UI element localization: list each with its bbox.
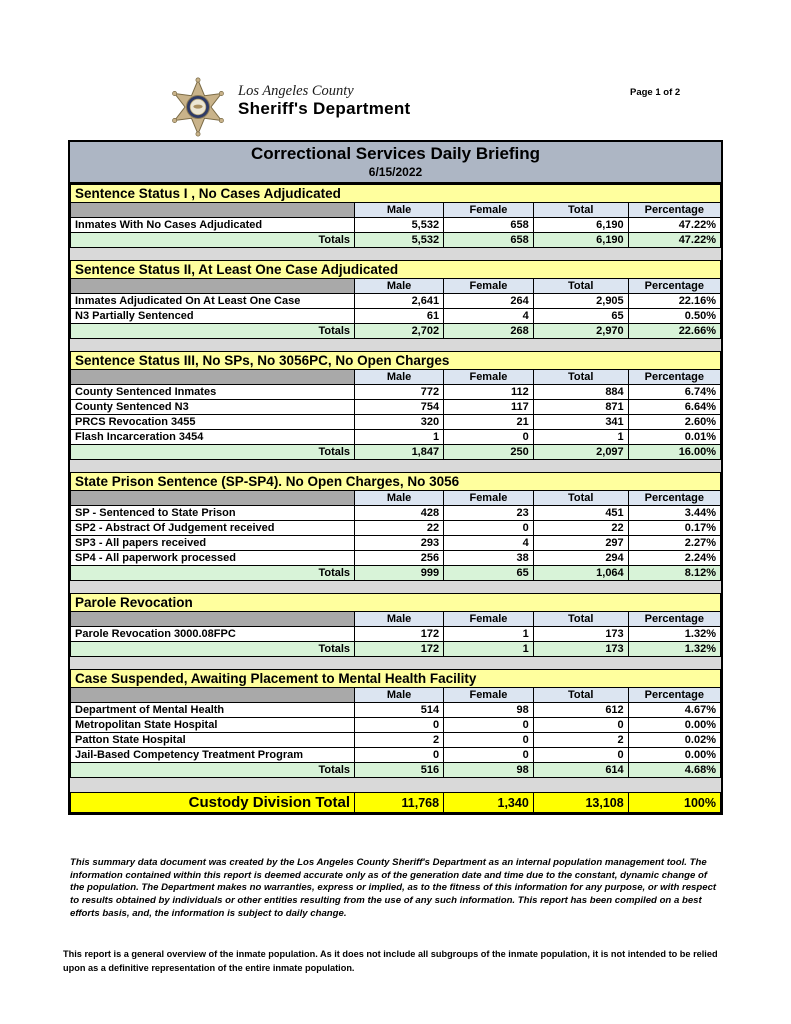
totals-row [71,233,721,248]
section-heading-row [71,670,721,688]
section-table [70,472,721,581]
data-row [71,521,721,536]
row-label: Jail-Based Competency Treatment Program [71,748,355,763]
row-label: PRCS Revocation 3455 [71,415,355,430]
totals-value-cell: 173 [533,642,628,657]
data-row [71,703,721,718]
totals-value-cell: 172 [355,642,444,657]
column-header: Male [355,203,444,218]
sections-container [70,184,721,792]
column-header: Total [533,279,628,294]
row-label: Flash Incarceration 3454 [71,430,355,445]
column-header-row [71,688,721,703]
data-row [71,218,721,233]
value-cell: 451 [533,506,628,521]
value-cell: 256 [355,551,444,566]
value-cell: 0.00% [628,748,720,763]
page-indicator: Page 1 of 2 [630,87,681,98]
section-spacer [70,581,721,593]
row-label: Inmates Adjudicated On At Least One Case [71,294,355,309]
totals-value-cell: 2,702 [355,324,444,339]
totals-value-cell: 268 [444,324,534,339]
row-label: SP3 - All papers received [71,536,355,551]
value-cell: 98 [444,703,534,718]
grand-total-total: 13,108 [533,793,628,813]
value-cell: 6.74% [628,385,720,400]
row-label: Department of Mental Health [71,703,355,718]
report-title: Correctional Services Daily Briefing [250,144,541,163]
section-table [70,593,721,657]
value-cell: 320 [355,415,444,430]
value-cell: 2.24% [628,551,720,566]
section-spacer [70,248,721,260]
value-cell: 612 [533,703,628,718]
value-cell: 428 [355,506,444,521]
value-cell: 47.22% [628,218,720,233]
row-label: SP4 - All paperwork processed [71,551,355,566]
section-heading-row [71,352,721,370]
grand-total-row [71,793,721,813]
value-cell: 61 [355,309,444,324]
column-header: Female [444,688,534,703]
header-spacer-cell [71,688,355,703]
value-cell: 0 [444,521,534,536]
disclaimer-text: This summary data document was created by the Los Angeles County Sheriff's Department as an internal population management tool. The information contained within this report is deemed accurate only as of the generation date and time due to the constant, dynamic change of the population. The Department makes no warranties, express or implied, as to the fitness of this information for any purpose, or with respect to results obtained by individuals or other entities resulting from the use of any such information. This report has been compiled on a best efforts basis, and, the information is subject to daily change. [70,857,717,919]
row-label: County Sentenced Inmates [71,385,355,400]
section-spacer [70,657,721,669]
value-cell: 2 [533,733,628,748]
section-heading: Sentence Status III, No SPs, No 3056PC, No Open Charges [71,352,721,370]
totals-value-cell: 516 [355,763,444,778]
totals-value-cell: 1,064 [533,566,628,581]
row-label: SP - Sentenced to State Prison [71,506,355,521]
totals-value-cell: 1.32% [628,642,720,657]
value-cell: 6.64% [628,400,720,415]
section-heading-row [71,594,721,612]
column-header: Male [355,491,444,506]
totals-value-cell: 2,097 [533,445,628,460]
value-cell: 0 [444,718,534,733]
value-cell: 38 [444,551,534,566]
section-spacer [70,778,721,792]
column-header-row [71,279,721,294]
column-header: Total [533,491,628,506]
section-heading-row [71,185,721,203]
totals-value-cell: 8.12% [628,566,720,581]
value-cell: 0 [355,748,444,763]
value-cell: 23 [444,506,534,521]
row-label: Patton State Hospital [71,733,355,748]
sheriff-star-icon [168,76,228,138]
logo-county-text: Los Angeles County [238,83,354,99]
column-header: Percentage [628,279,720,294]
totals-value-cell: 4.68% [628,763,720,778]
column-header: Total [533,688,628,703]
column-header-row [71,491,721,506]
row-label: SP2 - Abstract Of Judgement received [71,521,355,536]
value-cell: 117 [444,400,534,415]
value-cell: 754 [355,400,444,415]
value-cell: 514 [355,703,444,718]
report-date: 6/15/2022 [368,165,423,179]
value-cell: 4 [444,309,534,324]
totals-value-cell: 98 [444,763,534,778]
data-row [71,294,721,309]
column-header: Percentage [628,370,720,385]
section-heading-row [71,473,721,491]
value-cell: 0.02% [628,733,720,748]
column-header: Male [355,279,444,294]
section-spacer [70,460,721,472]
value-cell: 0 [533,718,628,733]
totals-row [71,642,721,657]
data-row [71,718,721,733]
data-row [71,627,721,642]
totals-label: Totals [71,445,355,460]
value-cell: 173 [533,627,628,642]
value-cell: 0.01% [628,430,720,445]
totals-value-cell: 1 [444,642,534,657]
grand-total-male: 11,768 [355,793,444,813]
column-header: Male [355,612,444,627]
value-cell: 0 [444,733,534,748]
value-cell: 1 [533,430,628,445]
value-cell: 6,190 [533,218,628,233]
value-cell: 2.60% [628,415,720,430]
data-row [71,415,721,430]
data-row [71,400,721,415]
totals-label: Totals [71,763,355,778]
data-row [71,430,721,445]
data-row [71,536,721,551]
column-header: Female [444,491,534,506]
totals-value-cell: 2,970 [533,324,628,339]
totals-value-cell: 1,847 [355,445,444,460]
column-header: Male [355,370,444,385]
custody-division-total-table [70,792,721,813]
section-heading: State Prison Sentence (SP-SP4). No Open Charges, No 3056 [71,473,721,491]
column-header-row [71,203,721,218]
data-row [71,748,721,763]
value-cell: 294 [533,551,628,566]
value-cell: 884 [533,385,628,400]
column-header: Female [444,203,534,218]
value-cell: 264 [444,294,534,309]
value-cell: 65 [533,309,628,324]
value-cell: 871 [533,400,628,415]
value-cell: 0 [533,748,628,763]
header-spacer-cell [71,279,355,294]
header-spacer-cell [71,203,355,218]
grand-total-percentage: 100% [628,793,720,813]
data-row [71,551,721,566]
totals-value-cell: 999 [355,566,444,581]
column-header: Female [444,370,534,385]
logo-text-block [238,83,411,119]
totals-value-cell: 614 [533,763,628,778]
section-heading: Sentence Status II, At Least One Case Adjudicated [71,261,721,279]
value-cell: 0 [444,430,534,445]
totals-label: Totals [71,324,355,339]
column-header-row [71,370,721,385]
value-cell: 2 [355,733,444,748]
column-header: Percentage [628,688,720,703]
footnote-text: This report is a general overview of the inmate population. As it does not include all subgroups of the inmate population, it is not intended to be relied upon as a definitive representation of the entire inmate population. [63,949,718,974]
value-cell: 172 [355,627,444,642]
section-table [70,184,721,248]
grand-total-label: Custody Division Total [71,793,355,813]
header-spacer-cell [71,370,355,385]
column-header: Total [533,370,628,385]
column-header: Total [533,203,628,218]
totals-value-cell: 5,532 [355,233,444,248]
value-cell: 0.17% [628,521,720,536]
totals-value-cell: 47.22% [628,233,720,248]
report-body [68,140,723,815]
totals-row [71,324,721,339]
value-cell: 5,532 [355,218,444,233]
totals-label: Totals [71,566,355,581]
section-spacer [70,339,721,351]
totals-row [71,445,721,460]
value-cell: 1 [444,627,534,642]
totals-value-cell: 65 [444,566,534,581]
totals-row [71,763,721,778]
totals-label: Totals [71,233,355,248]
section-table [70,260,721,339]
row-label: County Sentenced N3 [71,400,355,415]
value-cell: 293 [355,536,444,551]
value-cell: 1 [355,430,444,445]
totals-row [71,566,721,581]
title-bar [70,142,721,184]
row-label: N3 Partially Sentenced [71,309,355,324]
value-cell: 112 [444,385,534,400]
column-header: Percentage [628,203,720,218]
column-header: Female [444,612,534,627]
value-cell: 0 [444,748,534,763]
totals-value-cell: 16.00% [628,445,720,460]
row-label: Metropolitan State Hospital [71,718,355,733]
value-cell: 22.16% [628,294,720,309]
totals-value-cell: 6,190 [533,233,628,248]
value-cell: 2,641 [355,294,444,309]
value-cell: 2.27% [628,536,720,551]
value-cell: 0 [355,718,444,733]
value-cell: 4 [444,536,534,551]
value-cell: 658 [444,218,534,233]
column-header: Total [533,612,628,627]
totals-value-cell: 250 [444,445,534,460]
value-cell: 3.44% [628,506,720,521]
section-table [70,351,721,460]
value-cell: 341 [533,415,628,430]
totals-value-cell: 22.66% [628,324,720,339]
value-cell: 22 [355,521,444,536]
value-cell: 21 [444,415,534,430]
column-header: Percentage [628,612,720,627]
letterhead [68,76,723,140]
column-header: Female [444,279,534,294]
section-table [70,669,721,778]
header-spacer-cell [71,612,355,627]
section-heading: Sentence Status I , No Cases Adjudicated [71,185,721,203]
header-spacer-cell [71,491,355,506]
column-header: Percentage [628,491,720,506]
value-cell: 0.00% [628,718,720,733]
totals-label: Totals [71,642,355,657]
value-cell: 772 [355,385,444,400]
value-cell: 0.50% [628,309,720,324]
logo-department-text: Sheriff's Department [238,99,411,118]
grand-total-female: 1,340 [444,793,534,813]
row-label: Parole Revocation 3000.08FPC [71,627,355,642]
column-header-row [71,612,721,627]
section-heading-row [71,261,721,279]
value-cell: 22 [533,521,628,536]
row-label: Inmates With No Cases Adjudicated [71,218,355,233]
value-cell: 297 [533,536,628,551]
value-cell: 4.67% [628,703,720,718]
value-cell: 1.32% [628,627,720,642]
data-row [71,385,721,400]
section-heading: Parole Revocation [71,594,721,612]
value-cell: 2,905 [533,294,628,309]
totals-value-cell: 658 [444,233,534,248]
data-row [71,733,721,748]
data-row [71,506,721,521]
column-header: Male [355,688,444,703]
section-heading: Case Suspended, Awaiting Placement to Mental Health Facility [71,670,721,688]
data-row [71,309,721,324]
